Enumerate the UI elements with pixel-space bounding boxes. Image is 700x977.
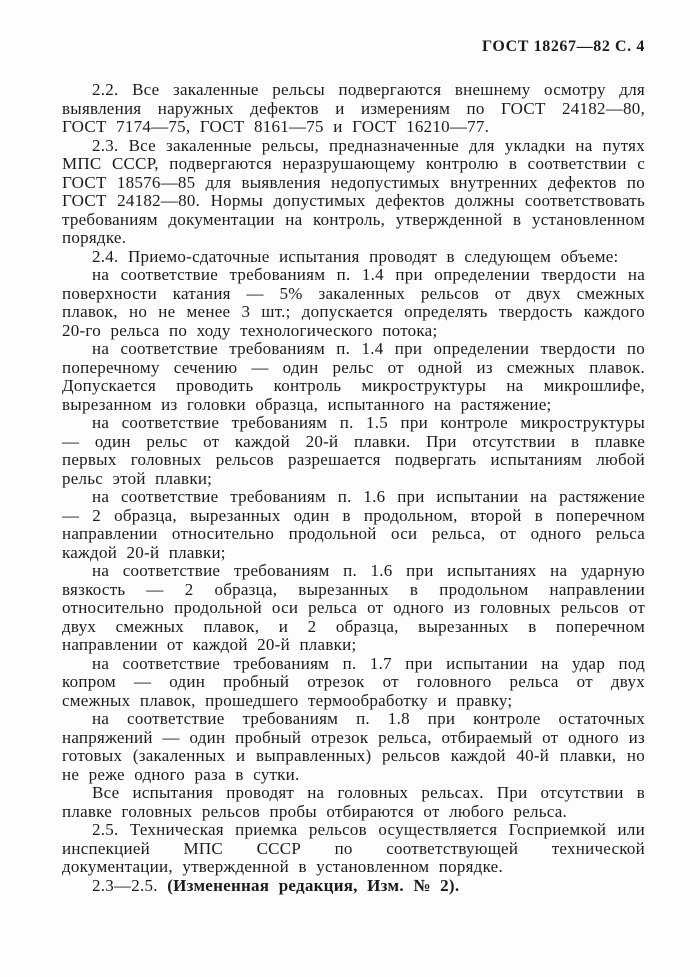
item-p1-7-drop-impact: на соответствие требованиям п. 1.7 при испытании на удар под копром — один пробный отрезок от головного рельса от двух смежных плавок, прошедшего термообработку и правку; [62, 653, 645, 710]
paragraph-2-5: 2.5. Техническая приемка рельсов осуществляется Госприемкой или инспекцией МПС СССР по соответствующей технической документации, утвержденной в установленном порядке. [62, 820, 645, 876]
doc-header: ГОСТ 18267—82 С. 4 [481, 38, 645, 55]
paragraph-amendment [62, 877, 645, 896]
paragraph-2-3: 2.3. Все закаленные рельсы, предназначенные для укладки на путях МПС СССР, подвергаются неразрушающему контролю в соответствии с ГОСТ 18576—85 для выявления недопустимых внутренних дефектов по ГОСТ 24182—80. Нормы допустимых дефектов должны соответствовать требованиям документации на контроль, утвержденной в установленном порядке. [62, 135, 645, 247]
paragraph-2-2: 2.2. Все закаленные рельсы подвергаются внешнему осмотру для выявления наружных дефектов и измерениям по ГОСТ 24182—80, ГОСТ 7174—75, ГОСТ 8161—75 и ГОСТ 16210—77. [62, 80, 645, 136]
amendment-clause-range: 2.3—2.5. [92, 875, 168, 895]
paragraph-all-tests: Все испытания проводят на головных рельсах. При отсутствии в плавке головных рельсов пробы отбираются от любого рельса. [62, 783, 645, 821]
item-p1-6-impact-strength: на соответствие требованиям п. 1.6 при испытаниях на ударную вязкость — 2 образца, вырезанных в продольном направлении относительно продольной оси рельса от одного из головных рельсов от двух смежных плавок, и 2 образца, вырезанных в поперечном направлении от каждой 20-й плавки; [62, 561, 645, 654]
item-p1-4-hardness-surface: на соответствие требованиям п. 1.4 при определении твердости на поверхности катания — 5% закаленных рельсов от двух смежных плавок, но не менее 3 шт.; допускается определять твердость каждого 20-го рельса по ходу технологического потока; [62, 265, 645, 340]
item-p1-6-tension: на соответствие требованиям п. 1.6 при испытании на растяжение — 2 образца, вырезанных один в продольном, второй в поперечном направлении относительно продольной оси рельса, от одного рельса каждой 20-й плавки; [62, 487, 645, 562]
document-body [62, 81, 645, 895]
amendment-note: (Измененная редакция, Изм. № 2). [167, 875, 460, 895]
item-p1-4-hardness-cross-section: на соответствие требованиям п. 1.4 при определении твердости по поперечному сечению — один рельс от одной из смежных плавок. Допускается проводить контроль микроструктуры на микрошлифе, вырезанном из головки образца, испытанного на растяжение; [62, 339, 645, 414]
item-p1-5-microstructure: на соответствие требованиям п. 1.5 при контроле микроструктуры — один рельс от каждой 20-й плавки. При отсутствии в плавке первых головных рельсов разрешается подвергать испытаниям любой рельс этой плавки; [62, 413, 645, 488]
item-p1-8-residual-stress: на соответствие требованиям п. 1.8 при контроле остаточных напряжений — один пробный отрезок рельса, отбираемый от одного из готовых (закаленных и выправленных) рельсов каждой 40-й плавки, но не реже одного раза в сутки. [62, 709, 645, 784]
paragraph-2-4-intro: 2.4. Приемо-сдаточные испытания проводят в следующем объеме: [92, 246, 619, 266]
